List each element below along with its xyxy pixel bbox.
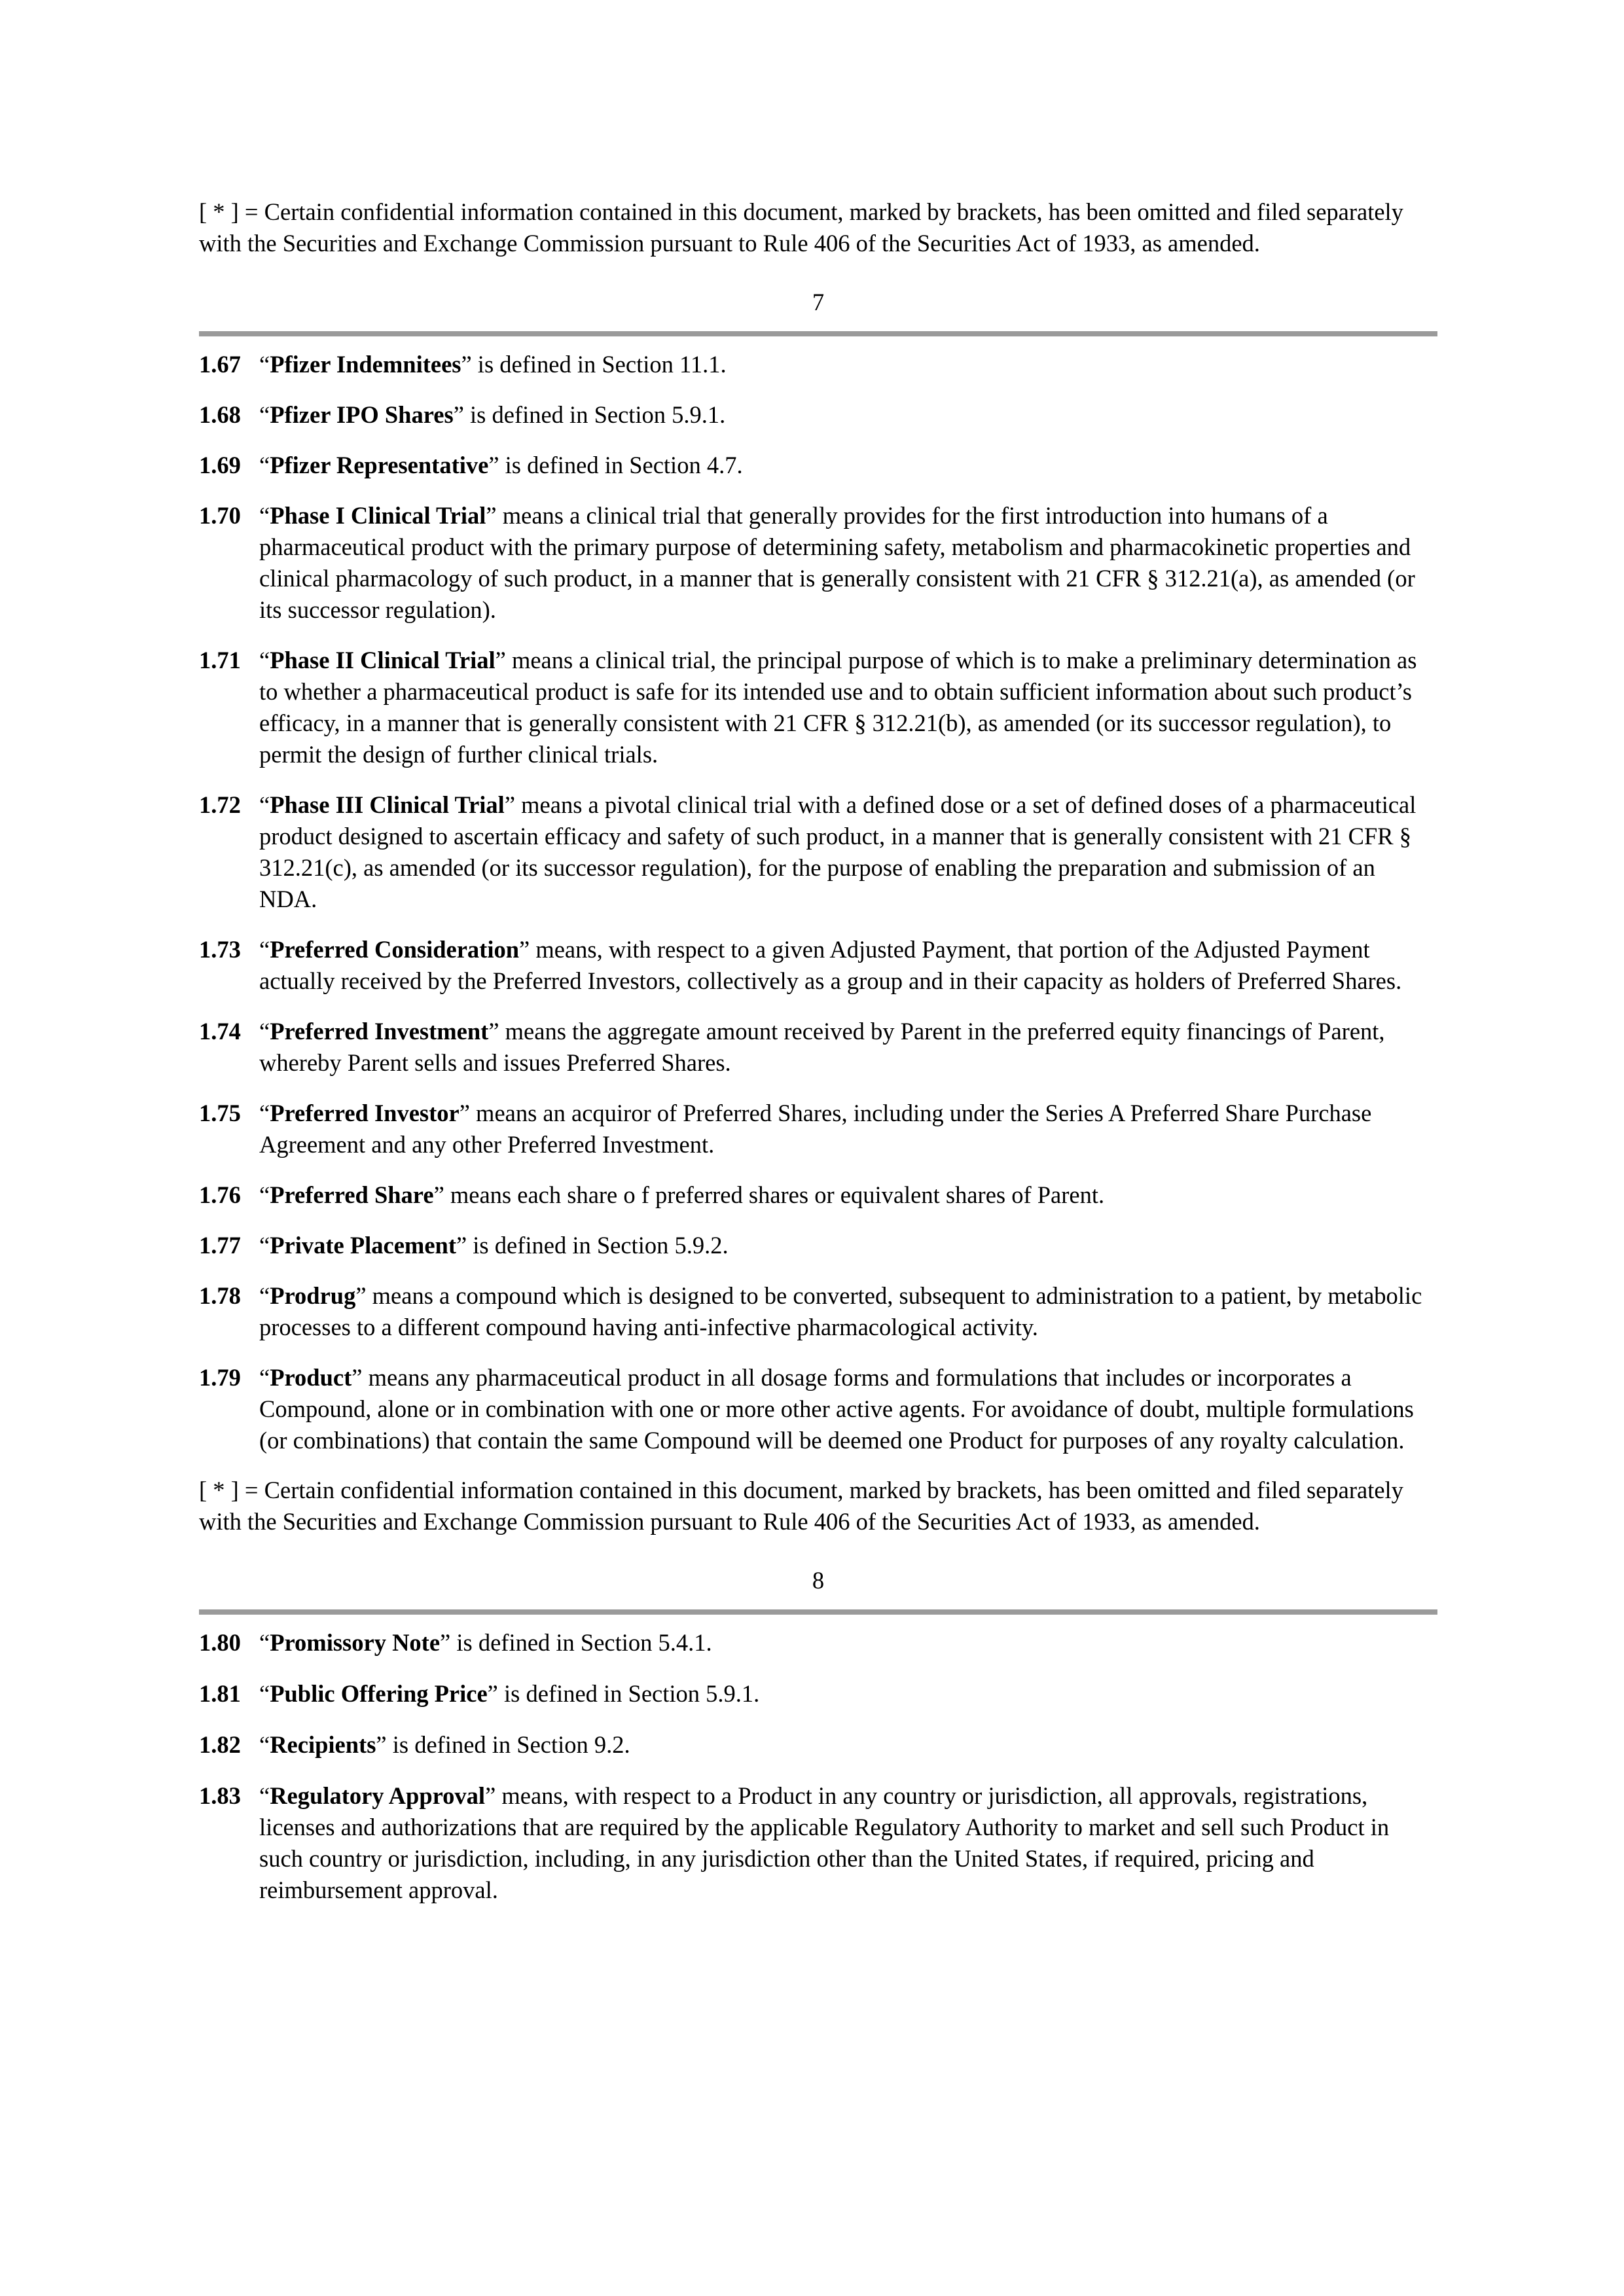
definition-item: 1.68 “Pfizer IPO Shares” is defined in Section 5.9.1. xyxy=(199,399,1437,431)
section-number: 1.79 xyxy=(199,1364,241,1391)
definition-item: 1.77 “Private Placement” is defined in Section 5.9.2. xyxy=(199,1230,1437,1261)
page-divider xyxy=(199,1609,1437,1615)
definition-item: 1.79 “Product” means any pharmaceutical product in all dosage forms and formulations that includes or incorporates a Compound, alone or in combination with one or more other active agents. For avoidance of doubt, multiple formulations (or combinations) that contain the same Compound will be deemed one Product for purposes of any royalty calculation. xyxy=(199,1362,1437,1456)
section-number: 1.82 xyxy=(199,1731,241,1758)
defined-term: Prodrug xyxy=(270,1282,356,1309)
defined-term: Pfizer Indemnitees xyxy=(270,351,461,378)
definition-text: ” is defined in Section 5.9.1. xyxy=(453,401,726,428)
defined-term: Pfizer IPO Shares xyxy=(270,401,454,428)
definition-item: 1.82 “Recipients” is defined in Section 9.2. xyxy=(199,1729,1437,1761)
section-number: 1.75 xyxy=(199,1100,241,1126)
definitions-list xyxy=(199,1627,1437,1906)
defined-term: Preferred Investor xyxy=(270,1100,460,1126)
defined-term: Product xyxy=(270,1364,352,1391)
page-number: 8 xyxy=(812,1567,825,1594)
section-number: 1.78 xyxy=(199,1282,241,1309)
defined-term: Recipients xyxy=(270,1731,376,1758)
page-divider xyxy=(199,331,1437,336)
definition-item: 1.74 “Preferred Investment” means the aggregate amount received by Parent in the preferred equity financings of Parent, whereby Parent sells and issues Preferred Shares. xyxy=(199,1016,1437,1079)
definition-item: 1.81 “Public Offering Price” is defined in Section 5.9.1. xyxy=(199,1678,1437,1710)
section-number: 1.68 xyxy=(199,401,241,428)
page-number: 7 xyxy=(812,289,825,315)
defined-term: Regulatory Approval xyxy=(270,1782,486,1809)
definition-item: 1.83 “Regulatory Approval” means, with respect to a Product in any country or jurisdiction, all approvals, registrations, licenses and authorizations that are required by the applicable Regulatory Authority to market and sell such Product in such country or jurisdiction, including, in any jurisdiction other than the United States, if required, pricing and reimbursement approval. xyxy=(199,1780,1437,1906)
definition-text: ” means, with respect to a Product in any country or jurisdiction, all approvals, registrations, licenses and authorizations that are required by the applicable Regulatory Authority to market and sell such Product in such country or jurisdiction, including, in any jurisdiction other than the United States, if required, pricing and reimbursement approval. xyxy=(259,1782,1390,1903)
defined-term: Preferred Consideration xyxy=(270,936,520,963)
section-number: 1.72 xyxy=(199,791,241,818)
definition-item: 1.73 “Preferred Consideration” means, with respect to a given Adjusted Payment, that portion of the Adjusted Payment actually received by the Preferred Investors, collectively as a group and in their capacity as holders of Preferred Shares. xyxy=(199,934,1437,997)
definition-item: 1.76 “Preferred Share” means each share o f preferred shares or equivalent shares of Parent. xyxy=(199,1179,1437,1211)
definition-text: ” is defined in Section 4.7. xyxy=(488,452,743,478)
defined-term: Phase III Clinical Trial xyxy=(270,791,505,818)
definition-item: 1.69 “Pfizer Representative” is defined in Section 4.7. xyxy=(199,450,1437,481)
definition-text: ” means a pivotal clinical trial with a defined dose or a set of defined doses of a pharmaceutical product designed to ascertain efficacy and safety of such product, in a manner that is generally consistent with 21 CFR § 312.21(c), as amended (or its successor regulation), for the purpose of enabling the preparation and submission of an NDA. xyxy=(259,791,1416,912)
section-number: 1.76 xyxy=(199,1181,241,1208)
definition-item: 1.80 “Promissory Note” is defined in Section 5.4.1. xyxy=(199,1627,1437,1659)
defined-term: Preferred Share xyxy=(270,1181,434,1208)
definition-item: 1.75 “Preferred Investor” means an acquiror of Preferred Shares, including under the Series A Preferred Share Purchase Agreement and any other Preferred Investment. xyxy=(199,1098,1437,1160)
definition-text: ” is defined in Section 5.9.1. xyxy=(487,1680,760,1707)
defined-term: Preferred Investment xyxy=(270,1018,489,1045)
definition-text: ” is defined in Section 5.9.2. xyxy=(456,1232,729,1259)
defined-term: Public Offering Price xyxy=(270,1680,488,1707)
document-page xyxy=(199,196,1437,1906)
defined-term: Promissory Note xyxy=(270,1629,441,1656)
defined-term: Phase II Clinical Trial xyxy=(270,647,496,673)
section-number: 1.81 xyxy=(199,1680,241,1707)
definition-item: 1.70 “Phase I Clinical Trial” means a clinical trial that generally provides for the first introduction into humans of a pharmaceutical product with the primary purpose of determining safety, metabolism and pharmacokinetic properties and clinical pharmacology of such product, in a manner that is generally consistent with 21 CFR § 312.21(a), as amended (or its successor regulation). xyxy=(199,500,1437,626)
definition-text: ” is defined in Section 5.4.1. xyxy=(440,1629,712,1656)
section-number: 1.83 xyxy=(199,1782,241,1809)
defined-term: Pfizer Representative xyxy=(270,452,489,478)
definition-text: ” means, with respect to a given Adjusted Payment, that portion of the Adjusted Payment actually received by the Preferred Investors, collectively as a group and in their capacity as holders of Preferred Shares. xyxy=(259,936,1402,994)
section-number: 1.74 xyxy=(199,1018,241,1045)
definition-text: ” is defined in Section 11.1. xyxy=(461,351,727,378)
definition-text: ” means a compound which is designed to be converted, subsequent to administration to a patient, by metabolic processes to a different compound having anti-infective pharmacological activity. xyxy=(259,1282,1422,1340)
section-number: 1.69 xyxy=(199,452,241,478)
section-number: 1.73 xyxy=(199,936,241,963)
definition-item: 1.71 “Phase II Clinical Trial” means a clinical trial, the principal purpose of which is to make a preliminary determination as to whether a pharmaceutical product is safe for its intended use and to obtain sufficient information about such product’s efficacy, in a manner that is generally consistent with 21 CFR § 312.21(b), as amended (or its successor regulation), to permit the design of further clinical trials. xyxy=(199,645,1437,770)
defined-term: Private Placement xyxy=(270,1232,456,1259)
definition-text: ” means any pharmaceutical product in all dosage forms and formulations that includes or incorporates a Compound, alone or in combination with one or more other active agents. For avoidance of doubt, multiple formulations (or combinations) that contain the same Compound will be deemed one Product for purposes of any royalty calculation. xyxy=(259,1364,1414,1454)
definition-text: ” means the aggregate amount received by Parent in the preferred equity financings of Parent, whereby Parent sells and issues Preferred Shares. xyxy=(259,1018,1385,1076)
definition-text: ” is defined in Section 9.2. xyxy=(376,1731,630,1758)
definition-item: 1.78 “Prodrug” means a compound which is designed to be converted, subsequent to administration to a patient, by metabolic processes to a different compound having anti-infective pharmacological activity. xyxy=(199,1280,1437,1343)
defined-term: Phase I Clinical Trial xyxy=(270,502,486,529)
definition-text: ” means an acquiror of Preferred Shares, including under the Series A Preferred Share Purchase Agreement and any other Preferred Investment. xyxy=(259,1100,1372,1158)
section-number: 1.71 xyxy=(199,647,241,673)
definition-item: 1.67 “Pfizer Indemnitees” is defined in Section 11.1. xyxy=(199,349,1437,380)
definition-text: ” means a clinical trial, the principal purpose of which is to make a preliminary determination as to whether a pharmaceutical product is safe for its intended use and to obtain sufficient information about such product’s efficacy, in a manner that is generally consistent with 21 CFR § 312.21(b), as amended (or its successor regulation), to permit the design of further clinical trials. xyxy=(259,647,1417,768)
section-number: 1.70 xyxy=(199,502,241,529)
section-number: 1.77 xyxy=(199,1232,241,1259)
confidentiality-footnote: [ * ] = Certain confidential information contained in this document, marked by brackets, has been omitted and filed separately with the Securities and Exchange Commission pursuant to Rule 406 of the Securities Act of 1933, as amended. xyxy=(199,1477,1403,1535)
definition-text: ” means a clinical trial that generally provides for the first introduction into humans of a pharmaceutical product with the primary purpose of determining safety, metabolism and pharmacokinetic properties and clinical pharmacology of such product, in a manner that is generally consistent with 21 CFR § 312.21(a), as amended (or its successor regulation). xyxy=(259,502,1415,623)
definitions-list xyxy=(199,349,1437,1456)
section-number: 1.80 xyxy=(199,1629,241,1656)
definition-text: ” means each share o f preferred shares or equivalent shares of Parent. xyxy=(433,1181,1105,1208)
confidentiality-footnote: [ * ] = Certain confidential information contained in this document, marked by brackets, has been omitted and filed separately with the Securities and Exchange Commission pursuant to Rule 406 of the Securities Act of 1933, as amended. xyxy=(199,198,1403,257)
section-number: 1.67 xyxy=(199,351,241,378)
definition-item: 1.72 “Phase III Clinical Trial” means a pivotal clinical trial with a defined dose or a set of defined doses of a pharmaceutical product designed to ascertain efficacy and safety of such product, in a manner that is generally consistent with 21 CFR § 312.21(c), as amended (or its successor regulation), for the purpose of enabling the preparation and submission of an NDA. xyxy=(199,789,1437,915)
